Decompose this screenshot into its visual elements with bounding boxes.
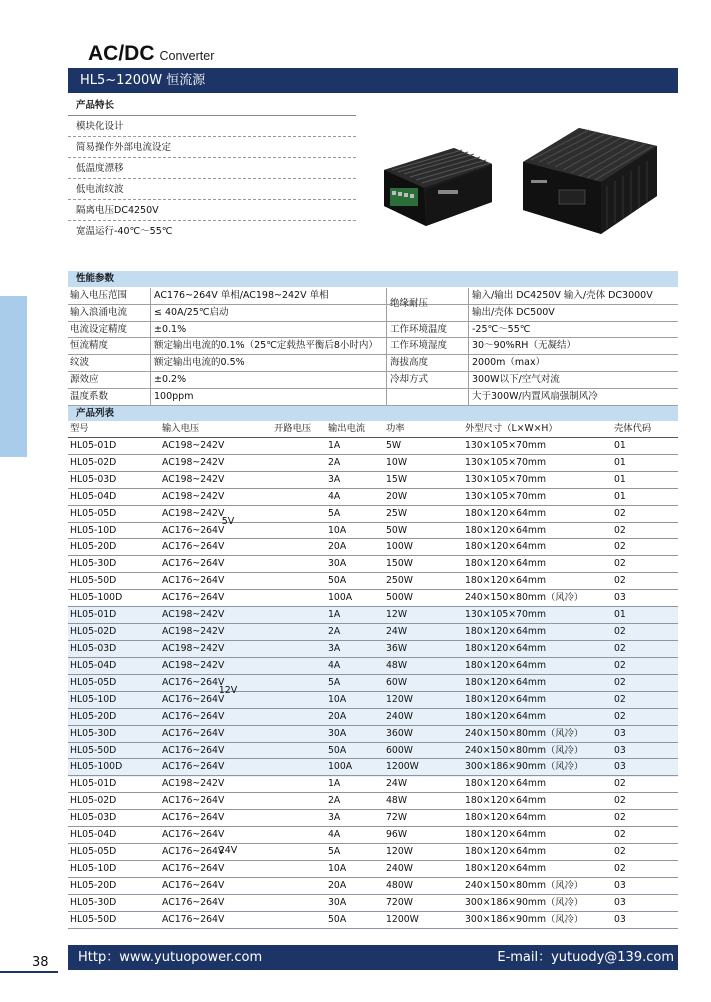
products-heading: 产品列表 (68, 406, 678, 421)
table-cell: 10A (328, 693, 347, 705)
table-cell: AC176~264V (162, 795, 225, 807)
table-cell: 01 (614, 473, 626, 485)
table-cell: AC176~264V (162, 896, 225, 908)
table-cell: AC176~264V (162, 846, 225, 858)
table-cell: 240×150×80mm（风冷） (465, 592, 584, 604)
header-title: AC/DC (88, 42, 155, 65)
table-cell: 120W (386, 846, 413, 858)
table-cell: AC198~242V (162, 609, 225, 621)
table-cell: 180×120×64mm (465, 575, 547, 587)
feature-item: 模块化设计 (68, 116, 356, 137)
table-cell: 180×120×64mm (465, 862, 547, 874)
table-cell: 10W (386, 456, 408, 468)
open-voltage-5v: 5V (221, 516, 235, 527)
table-cell: 4A (328, 659, 341, 671)
table-cell: HL05-01D (70, 609, 117, 621)
table-cell: 02 (614, 642, 626, 654)
table-cell: 600W (386, 744, 413, 756)
table-cell: 240W (386, 710, 413, 722)
table-cell: AC198~242V (162, 778, 225, 790)
param-value: ≤ 40A/25℃启动 (154, 306, 229, 318)
table-cell: 240×150×80mm（风冷） (465, 727, 584, 739)
table-cell: 2A (328, 456, 341, 468)
table-cell: 50W (386, 524, 408, 536)
param-label: 工作环境温度 (390, 323, 448, 335)
table-cell: AC198~242V (162, 507, 225, 519)
table-cell: 48W (386, 795, 408, 807)
email-link[interactable]: E-mail：yutuody@139.com (497, 950, 674, 965)
table-cell: 1200W (386, 761, 419, 773)
table-cell: 03 (614, 744, 626, 756)
table-row (68, 556, 678, 573)
table-cell: 100W (386, 541, 413, 553)
table-cell: 02 (614, 795, 626, 807)
table-cell: HL05-01D (70, 778, 117, 790)
table-cell: 1A (328, 439, 341, 451)
table-cell: HL05-02D (70, 795, 117, 807)
table-cell: 150W (386, 558, 413, 570)
table-row (68, 455, 678, 472)
param-value: 30～90%RH（无凝结） (472, 340, 576, 352)
table-cell: 01 (614, 490, 626, 502)
param-value: ±0.1% (154, 323, 187, 335)
table-cell: AC176~264V (162, 727, 225, 739)
table-cell: 240×150×80mm（风冷） (465, 744, 584, 756)
table-row (68, 793, 678, 810)
products-table (68, 421, 678, 929)
feature-item: 隔离电压DC4250V (68, 200, 356, 221)
param-label-insulation: 绝缘耐压 (390, 298, 429, 309)
table-cell: 130×105×70mm (465, 490, 547, 502)
table-cell: HL05-50D (70, 913, 117, 925)
table-row (68, 692, 678, 709)
table-cell: 250W (386, 575, 413, 587)
table-cell: AC176~264V (162, 812, 225, 824)
table-cell: 480W (386, 879, 413, 891)
table-row (68, 624, 678, 641)
table-cell: AC176~264V (162, 575, 225, 587)
table-cell: HL05-20D (70, 541, 117, 553)
column-header: 型号 (70, 423, 89, 434)
table-cell: 02 (614, 659, 626, 671)
table-cell: 02 (614, 862, 626, 874)
table-cell: 100A (328, 761, 353, 773)
param-label: 输入电压范围 (70, 290, 128, 301)
page-header (88, 42, 214, 66)
table-cell: HL05-20D (70, 710, 117, 722)
table-cell: 3A (328, 473, 341, 485)
table-cell: HL05-04D (70, 490, 117, 502)
table-cell: 72W (386, 812, 408, 824)
perf-divider (386, 288, 387, 406)
table-cell: 180×120×64mm (465, 846, 547, 858)
table-cell: 02 (614, 575, 626, 587)
table-row (68, 827, 678, 844)
table-cell: HL05-03D (70, 812, 117, 824)
table-cell: 300×186×90mm（风冷） (465, 896, 584, 908)
param-value: 输入/输出 DC4250V 输入/壳体 DC3000V (472, 290, 653, 301)
param-label: 工作环境湿度 (390, 340, 448, 352)
table-row (68, 895, 678, 912)
side-tab (0, 296, 27, 457)
table-cell: 240W (386, 862, 413, 874)
table-cell: AC176~264V (162, 862, 225, 874)
param-value: 300W以下/空气对流 (472, 373, 560, 385)
table-row (68, 709, 678, 726)
param-label: 恒流精度 (70, 340, 109, 352)
table-cell: 02 (614, 846, 626, 858)
product-photo-large (519, 110, 661, 237)
table-cell: 180×120×64mm (465, 693, 547, 705)
table-cell: HL05-02D (70, 626, 117, 638)
table-cell: HL05-02D (70, 456, 117, 468)
table-cell: HL05-05D (70, 676, 117, 688)
table-cell: 180×120×64mm (465, 558, 547, 570)
performance-row (68, 389, 678, 406)
table-cell: 01 (614, 456, 626, 468)
table-cell: 180×120×64mm (465, 642, 547, 654)
table-header-row (68, 421, 678, 438)
table-cell: 02 (614, 558, 626, 570)
table-cell: HL05-20D (70, 879, 117, 891)
table-row (68, 438, 678, 455)
table-cell: HL05-30D (70, 727, 117, 739)
table-cell: HL05-50D (70, 744, 117, 756)
table-cell: HL05-10D (70, 524, 117, 536)
table-cell: 15W (386, 473, 408, 485)
table-cell: 360W (386, 727, 413, 739)
table-cell: HL05-04D (70, 829, 117, 841)
param-label: 电流设定精度 (70, 323, 128, 335)
table-cell: 130×105×70mm (465, 473, 547, 485)
param-label: 输入浪涌电流 (70, 306, 128, 318)
table-cell: AC198~242V (162, 473, 225, 485)
table-cell: 20A (328, 541, 347, 553)
table-row (68, 759, 678, 776)
table-cell: 03 (614, 879, 626, 891)
open-voltage-24v: 24V (218, 845, 238, 856)
table-cell: 3A (328, 812, 341, 824)
column-header: 开路电压 (274, 423, 312, 434)
table-cell: HL05-100D (70, 592, 123, 604)
table-cell: HL05-30D (70, 558, 117, 570)
table-cell: AC176~264V (162, 558, 225, 570)
column-header: 壳体代码 (614, 423, 652, 434)
open-voltage-12v: 12V (218, 685, 238, 696)
param-label: 海拔高度 (390, 357, 429, 369)
table-cell: 130×105×70mm (465, 609, 547, 621)
table-cell: AC176~264V (162, 710, 225, 722)
page-number: 38 (32, 955, 49, 970)
table-cell: HL05-100D (70, 761, 123, 773)
table-cell: AC198~242V (162, 490, 225, 502)
table-cell: AC198~242V (162, 439, 225, 451)
performance-row (68, 355, 678, 372)
header-subtitle: Converter (159, 49, 215, 63)
table-row (68, 861, 678, 878)
table-cell: 60W (386, 676, 408, 688)
table-cell: 130×105×70mm (465, 439, 547, 451)
table-cell: 03 (614, 592, 626, 604)
table-row (68, 607, 678, 624)
table-cell: 300×186×90mm（风冷） (465, 913, 584, 925)
table-cell: 03 (614, 761, 626, 773)
footer-bar (68, 945, 678, 970)
table-cell: 180×120×64mm (465, 812, 547, 824)
table-cell: AC198~242V (162, 456, 225, 468)
table-cell: AC176~264V (162, 761, 225, 773)
performance-heading: 性能参数 (68, 271, 678, 287)
table-cell: 500W (386, 592, 413, 604)
table-cell: 02 (614, 778, 626, 790)
table-cell: HL05-05D (70, 507, 117, 519)
param-value: AC176~264V 单相/AC198~242V 单相 (154, 290, 329, 301)
table-row (68, 878, 678, 895)
table-cell: AC198~242V (162, 659, 225, 671)
table-cell: HL05-10D (70, 862, 117, 874)
table-cell: 5W (386, 439, 402, 451)
table-cell: 20W (386, 490, 408, 502)
table-cell: 180×120×64mm (465, 829, 547, 841)
table-cell: HL05-30D (70, 896, 117, 908)
table-row (68, 641, 678, 658)
table-cell: AC176~264V (162, 693, 225, 705)
param-label: 纹波 (70, 357, 90, 369)
table-cell: 180×120×64mm (465, 659, 547, 671)
param-label: 源效应 (70, 373, 99, 385)
feature-item: 宽温运行-40℃～55℃ (76, 226, 173, 237)
table-cell: 180×120×64mm (465, 795, 547, 807)
table-cell: 20A (328, 879, 347, 891)
param-value: 额定输出电流的0.5% (154, 357, 245, 369)
table-cell: 50A (328, 575, 347, 587)
table-cell: 02 (614, 626, 626, 638)
table-cell: 180×120×64mm (465, 507, 547, 519)
table-cell: 5A (328, 676, 341, 688)
table-cell: HL05-03D (70, 642, 117, 654)
column-header: 输出电流 (328, 423, 366, 434)
column-header: 功率 (386, 423, 405, 434)
table-cell: 02 (614, 829, 626, 841)
table-cell: 4A (328, 490, 341, 502)
table-cell: HL05-03D (70, 473, 117, 485)
table-cell: AC198~242V (162, 626, 225, 638)
table-cell: 2A (328, 626, 341, 638)
table-cell: HL05-01D (70, 439, 117, 451)
table-cell: AC176~264V (162, 541, 225, 553)
table-cell: 120W (386, 693, 413, 705)
features-list (68, 96, 356, 242)
table-cell: 02 (614, 507, 626, 519)
table-cell: 48W (386, 659, 408, 671)
table-cell: AC198~242V (162, 642, 225, 654)
table-cell: 01 (614, 439, 626, 451)
table-cell: 180×120×64mm (465, 541, 547, 553)
table-cell: 5A (328, 507, 341, 519)
table-cell: 100A (328, 592, 353, 604)
table-cell: 130×105×70mm (465, 456, 547, 468)
perf-divider (150, 288, 151, 406)
table-cell: 300×186×90mm（风冷） (465, 761, 584, 773)
table-row (68, 523, 678, 540)
table-cell: 240×150×80mm（风冷） (465, 879, 584, 891)
param-value: 大于300W/内置风扇强制风冷 (472, 390, 598, 402)
title-banner: HL5~1200W 恒流源 (68, 68, 678, 93)
table-cell: AC176~264V (162, 744, 225, 756)
table-cell: 2A (328, 795, 341, 807)
table-cell: 12W (386, 609, 408, 621)
table-cell: 96W (386, 829, 408, 841)
table-row (68, 844, 678, 861)
table-cell: 30A (328, 896, 347, 908)
table-cell: 5A (328, 846, 341, 858)
table-cell: 10A (328, 524, 347, 536)
table-cell: 1200W (386, 913, 419, 925)
performance-row (68, 322, 678, 339)
column-header: 外型尺寸（L×W×H） (465, 423, 558, 434)
table-row (68, 726, 678, 743)
table-cell: AC176~264V (162, 913, 225, 925)
website-link[interactable]: Http：www.yutuopower.com (78, 950, 263, 965)
product-photo-small (376, 130, 498, 232)
table-cell: 02 (614, 693, 626, 705)
param-value: -25℃～55℃ (472, 323, 531, 335)
table-row (68, 776, 678, 793)
table-cell: 10A (328, 862, 347, 874)
table-cell: HL05-05D (70, 846, 117, 858)
feature-item: 低温度漂移 (68, 158, 356, 179)
performance-table (68, 288, 678, 406)
table-cell: AC176~264V (162, 676, 225, 688)
table-cell: 720W (386, 896, 413, 908)
param-label: 冷却方式 (390, 373, 429, 385)
table-cell: 24W (386, 626, 408, 638)
table-cell: 180×120×64mm (465, 710, 547, 722)
table-cell: 02 (614, 710, 626, 722)
table-row (68, 506, 678, 523)
table-row (68, 590, 678, 607)
table-cell: 01 (614, 609, 626, 621)
table-cell: 36W (386, 642, 408, 654)
table-cell: AC176~264V (162, 829, 225, 841)
table-cell: 50A (328, 744, 347, 756)
table-cell: 1A (328, 609, 341, 621)
table-cell: AC176~264V (162, 592, 225, 604)
table-cell: 3A (328, 642, 341, 654)
performance-row (68, 305, 678, 322)
performance-row (68, 372, 678, 389)
table-cell: 30A (328, 558, 347, 570)
table-cell: 180×120×64mm (465, 524, 547, 536)
table-cell: 25W (386, 507, 408, 519)
table-cell: 03 (614, 727, 626, 739)
param-value: 输出/壳体 DC500V (472, 306, 555, 318)
param-value: ±0.2% (154, 373, 187, 385)
column-header: 输入电压 (162, 423, 200, 434)
table-row (68, 658, 678, 675)
table-row (68, 573, 678, 590)
table-cell: 20A (328, 710, 347, 722)
table-cell: 30A (328, 727, 347, 739)
table-row (68, 489, 678, 506)
table-cell: 02 (614, 541, 626, 553)
feature-item: 简易操作外部电流设定 (68, 137, 356, 158)
param-value: 2000m（max） (472, 357, 546, 369)
table-cell: 180×120×64mm (465, 778, 547, 790)
table-cell: HL05-04D (70, 659, 117, 671)
table-cell: 1A (328, 778, 341, 790)
table-row (68, 743, 678, 760)
param-value: 100ppm (154, 390, 194, 402)
table-row (68, 539, 678, 556)
table-cell: 02 (614, 676, 626, 688)
performance-row (68, 288, 678, 305)
table-cell: 4A (328, 829, 341, 841)
param-value: 额定输出电流的0.1%（25℃定载热平衡后8小时内） (154, 340, 378, 352)
performance-row (68, 338, 678, 355)
feature-item: 低电流纹波 (68, 179, 356, 200)
perf-divider (468, 288, 469, 406)
features-heading: 产品特长 (68, 96, 356, 116)
table-cell: 02 (614, 812, 626, 824)
table-row (68, 810, 678, 827)
table-cell: AC176~264V (162, 879, 225, 891)
table-cell: HL05-10D (70, 693, 117, 705)
table-cell: 03 (614, 896, 626, 908)
table-row (68, 472, 678, 489)
table-row (68, 912, 678, 929)
table-row (68, 675, 678, 692)
table-cell: 180×120×64mm (465, 676, 547, 688)
table-cell: 180×120×64mm (465, 626, 547, 638)
param-label: 温度系数 (70, 390, 109, 402)
table-cell: HL05-50D (70, 575, 117, 587)
table-cell: 02 (614, 524, 626, 536)
table-cell: 03 (614, 913, 626, 925)
table-cell: AC176~264V (162, 524, 225, 536)
table-cell: 50A (328, 913, 347, 925)
table-cell: 24W (386, 778, 408, 790)
page-number-underline (0, 971, 58, 973)
